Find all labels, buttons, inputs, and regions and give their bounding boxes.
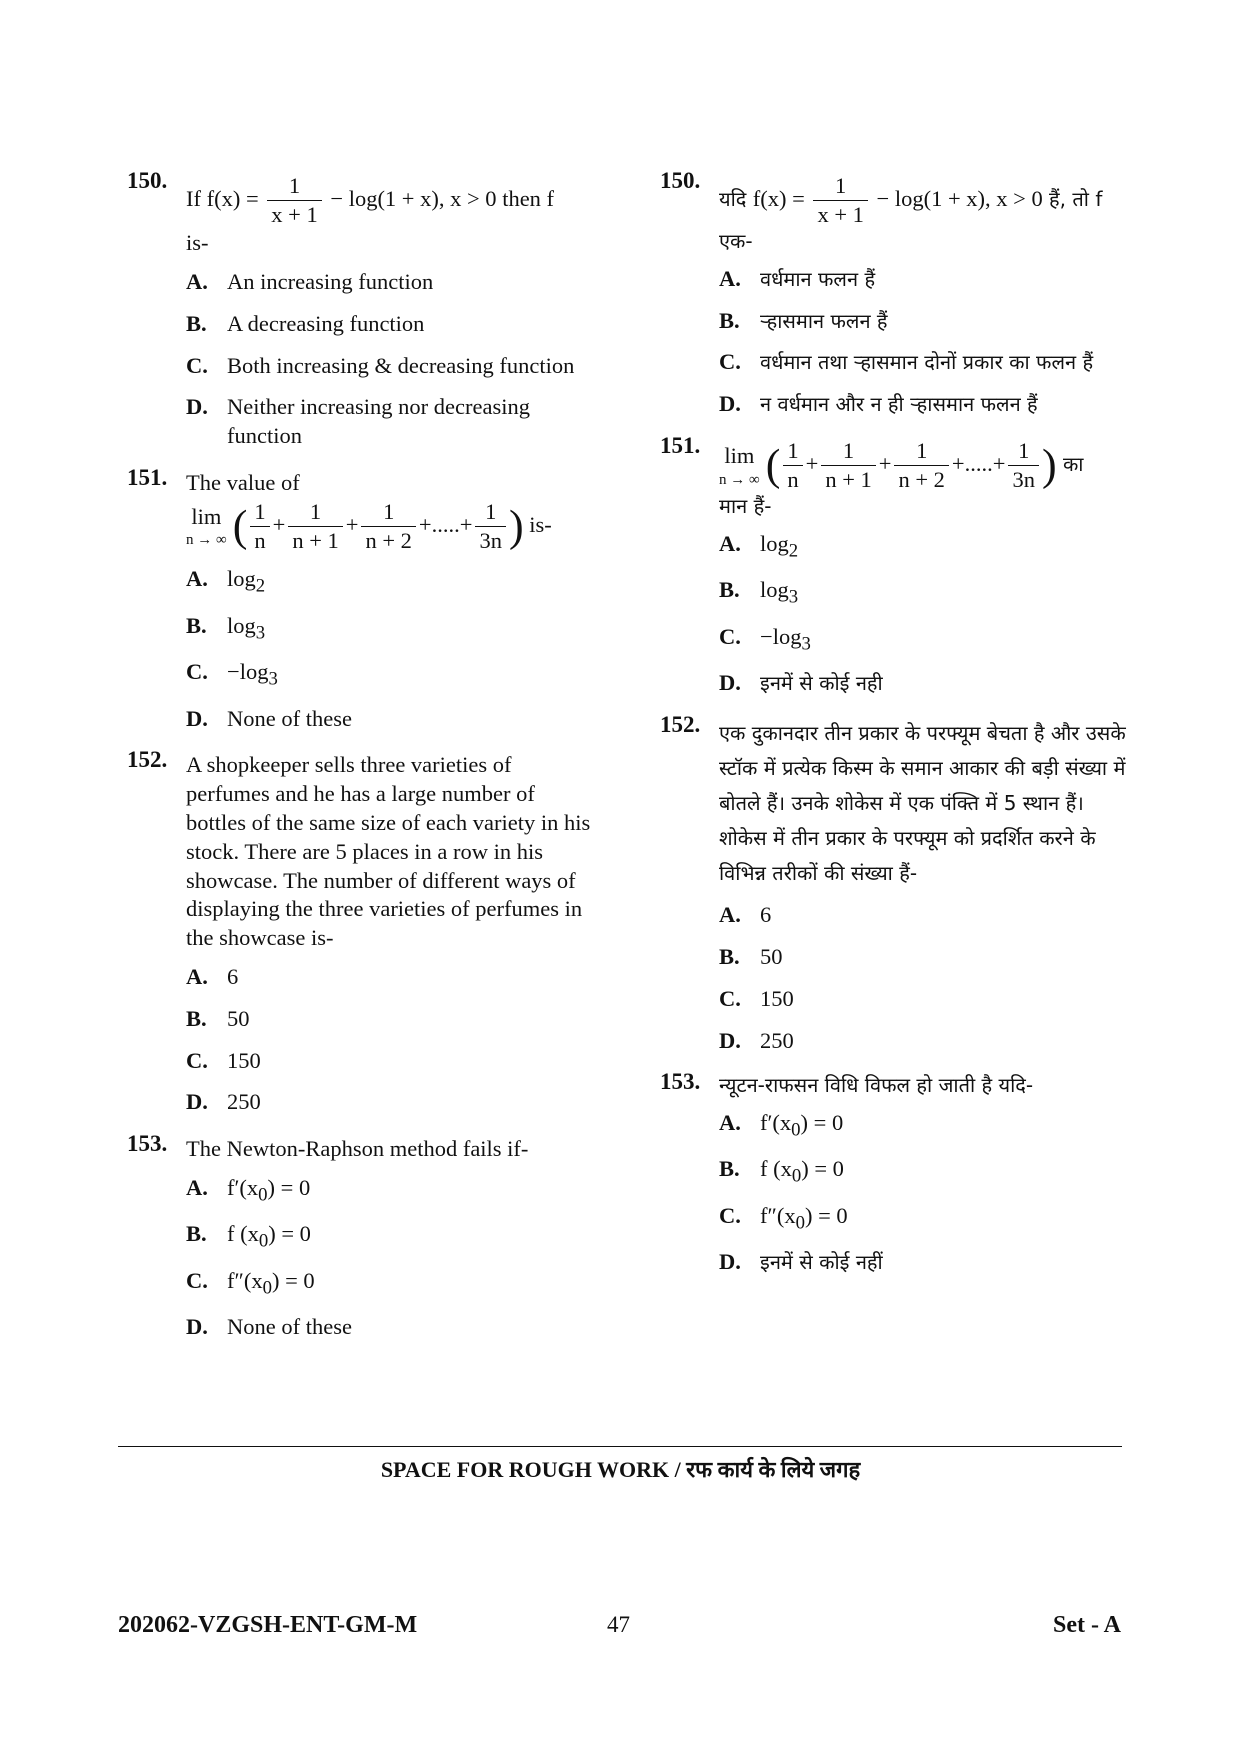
- option-subscript: 3: [788, 586, 799, 608]
- option-letter: C.: [719, 349, 741, 375]
- math-lhs: f(x) =: [752, 185, 811, 211]
- option-text: 50: [760, 943, 783, 969]
- option-text-tail: ) = 0: [268, 1221, 311, 1247]
- question-stem: न्यूटन-राफसन विधि विफल हो जाती है यदि-: [719, 1073, 1034, 1098]
- option-letter: A.: [719, 1109, 741, 1135]
- option-letter: D.: [719, 670, 741, 696]
- stem-text: मान हैं-: [719, 494, 772, 519]
- stem-text: then f: [496, 185, 555, 211]
- option-letter: A.: [186, 963, 208, 989]
- option-a[interactable]: [186, 963, 597, 992]
- fraction: [1008, 437, 1039, 494]
- question-number: 152.: [127, 747, 168, 773]
- option-a[interactable]: [186, 1174, 597, 1208]
- option-letter: A.: [186, 1174, 208, 1200]
- option-c[interactable]: [719, 348, 1130, 377]
- open-paren: (: [232, 501, 248, 551]
- lim-text: lim: [724, 443, 755, 469]
- lim-text: lim: [191, 504, 222, 530]
- option-text: 150: [760, 985, 794, 1011]
- option-text: A decreasing function: [227, 310, 425, 336]
- numerator: 1: [267, 172, 321, 201]
- option-c[interactable]: [186, 1267, 597, 1301]
- option-letter: D.: [719, 1249, 741, 1275]
- option-d[interactable]: [719, 1027, 1130, 1056]
- denominator: x + 1: [271, 202, 318, 228]
- numerator: 1: [361, 498, 415, 527]
- numerator: 1: [783, 437, 802, 466]
- denominator: n: [254, 527, 266, 553]
- option-text: log: [760, 530, 789, 556]
- numerator: 1: [894, 437, 948, 466]
- option-subscript: 0: [262, 1277, 272, 1299]
- fraction: [821, 437, 875, 494]
- option-d[interactable]: [186, 705, 597, 734]
- option-letter: D.: [719, 391, 741, 417]
- option-d[interactable]: [186, 1313, 597, 1342]
- option-letter: B.: [186, 1005, 207, 1031]
- numerator: 1: [1008, 437, 1039, 466]
- option-b[interactable]: [186, 612, 597, 646]
- option-text: f′(x: [227, 1174, 259, 1200]
- numerator: 1: [475, 498, 506, 527]
- stem-text: is-: [186, 230, 209, 256]
- option-letter: A.: [186, 269, 208, 295]
- open-paren: (: [765, 440, 781, 490]
- option-a[interactable]: [719, 901, 1130, 930]
- option-subscript: 0: [791, 1165, 802, 1187]
- option-text: An increasing function: [227, 269, 434, 295]
- option-text: −log: [227, 659, 269, 685]
- rough-work-divider: [118, 1446, 1122, 1447]
- question-number: 150.: [127, 168, 168, 193]
- option-c[interactable]: [719, 985, 1130, 1014]
- question-number: 153.: [660, 1069, 701, 1095]
- option-letter: B.: [186, 310, 207, 336]
- option-c[interactable]: [186, 658, 597, 692]
- question-stem: The Newton-Raphson method fails if-: [186, 1136, 529, 1162]
- stem-text: का: [1056, 451, 1084, 476]
- question-number: 153.: [127, 1131, 168, 1157]
- denominator: n: [787, 467, 799, 493]
- option-b[interactable]: [719, 307, 1130, 336]
- option-letter: C.: [186, 1267, 208, 1293]
- option-text-tail: ) = 0: [271, 1267, 315, 1293]
- option-d[interactable]: [719, 1248, 1130, 1277]
- option-text: वर्धमान फलन हैं: [760, 266, 876, 291]
- option-subscript: 0: [258, 1184, 268, 1206]
- option-c[interactable]: [186, 1047, 597, 1076]
- option-b[interactable]: [186, 1005, 597, 1034]
- stem-text: हैं, तो f: [1042, 186, 1103, 211]
- option-text: 50: [227, 1005, 250, 1031]
- option-text: None of these: [227, 1314, 352, 1340]
- stem-text: यदि: [719, 186, 753, 211]
- denominator: n + 2: [898, 467, 945, 493]
- question-number: 151.: [127, 465, 168, 491]
- stem-text: If: [186, 185, 207, 211]
- option-d[interactable]: [186, 393, 597, 451]
- option-letter: D.: [186, 1314, 208, 1340]
- option-subscript: 0: [258, 1230, 269, 1252]
- option-d[interactable]: [186, 1088, 597, 1117]
- ellipsis-plus: +.....+: [418, 511, 473, 537]
- option-a[interactable]: [719, 1109, 1130, 1143]
- option-text: f′(x: [760, 1109, 792, 1135]
- math-rhs: − log(1 + x), x > 0: [870, 185, 1043, 211]
- math-expression: [206, 173, 497, 228]
- question-151-en: [127, 465, 597, 733]
- option-letter: B.: [186, 612, 207, 638]
- fraction: [250, 498, 269, 555]
- option-b[interactable]: [186, 1220, 597, 1254]
- option-text-tail: ) = 0: [267, 1174, 311, 1200]
- option-text: Both increasing & decreasing function: [227, 352, 575, 378]
- math-lhs: f(x) =: [206, 185, 265, 211]
- limit-operator: [719, 441, 760, 490]
- option-subscript: 2: [788, 540, 799, 562]
- option-c[interactable]: [719, 1202, 1130, 1236]
- option-d[interactable]: [719, 669, 1130, 698]
- denominator: n + 1: [825, 467, 872, 493]
- question-152-hi: [660, 712, 1130, 1055]
- option-a[interactable]: [186, 268, 597, 297]
- fraction: [475, 498, 506, 555]
- option-letter: A.: [719, 265, 741, 291]
- option-text: f″(x: [227, 1267, 263, 1293]
- fraction: [288, 498, 342, 555]
- denominator: n + 2: [365, 527, 412, 553]
- question-153-hi: [660, 1069, 1130, 1277]
- option-letter: A.: [186, 566, 208, 592]
- numerator: 1: [250, 498, 269, 527]
- question-number: 150.: [660, 168, 701, 193]
- option-text: 250: [227, 1089, 261, 1115]
- numerator: 1: [813, 172, 867, 201]
- option-letter: C.: [186, 659, 208, 685]
- limit-expression: lim n → ∞ ( $\frac{1}{n}$ + $\frac{1}{n + 1}$ + $\frac{1}{n + 2}$ +.....+ $\frac{1}{3n}$ ) का: [719, 437, 1130, 494]
- option-a[interactable]: [719, 530, 1130, 564]
- option-letter: C.: [186, 352, 208, 378]
- option-text: f″(x: [760, 1202, 796, 1228]
- option-subscript: 3: [255, 622, 266, 644]
- fraction: [267, 172, 321, 229]
- question-150-hi: [660, 168, 1130, 419]
- question-stem: [186, 172, 597, 258]
- option-letter: C.: [719, 623, 741, 649]
- option-a[interactable]: [186, 565, 597, 599]
- lim-subscript: n → ∞: [186, 532, 227, 549]
- option-text: f (x: [760, 1156, 792, 1182]
- option-letter: B.: [719, 1156, 740, 1182]
- option-text: 6: [227, 963, 239, 989]
- option-subscript: 2: [255, 575, 266, 597]
- option-text: 250: [760, 1027, 794, 1053]
- option-d[interactable]: [719, 390, 1130, 419]
- option-text-tail: ) = 0: [804, 1202, 848, 1228]
- option-b[interactable]: [186, 310, 597, 339]
- question-151-hi: [660, 433, 1130, 698]
- option-text: Neither increasing nor decreasing function: [227, 394, 530, 449]
- lim-subscript: n → ∞: [719, 471, 760, 488]
- option-text: log: [760, 577, 789, 603]
- question-stem: A shopkeeper sells three varieties of perfumes and he has a large number of bottles of the same size of each variety in his stock. There are 5 places in a row in his showcase. The number of different ways of displaying the three varieties of perfumes in the showcase is-: [186, 752, 591, 951]
- option-letter: B.: [719, 943, 740, 969]
- option-text: इनमें से कोई नहीं: [760, 1250, 883, 1275]
- limit-operator: [186, 502, 227, 551]
- option-letter: C.: [186, 1047, 208, 1073]
- fraction: [894, 437, 948, 494]
- close-paren: ): [1041, 440, 1057, 490]
- option-subscript: 3: [268, 668, 278, 690]
- numerator: 1: [288, 498, 342, 527]
- option-c[interactable]: [719, 623, 1130, 657]
- option-subscript: 0: [795, 1212, 805, 1234]
- option-text: −log: [760, 623, 802, 649]
- option-a[interactable]: [719, 265, 1130, 294]
- question-152-en: [127, 747, 597, 1117]
- page-number: 47: [607, 1612, 630, 1637]
- option-b[interactable]: [719, 1155, 1130, 1189]
- option-text: f (x: [227, 1221, 259, 1247]
- option-letter: A.: [719, 530, 741, 556]
- option-text: न वर्धमान और न ही ऱ्हासमान फलन हैं: [760, 392, 1038, 417]
- question-153-en: [127, 1131, 597, 1342]
- option-letter: B.: [719, 577, 740, 603]
- option-text-tail: ) = 0: [800, 1109, 844, 1135]
- option-text: None of these: [227, 705, 352, 731]
- stem-text: The value of: [186, 470, 300, 496]
- denominator: 3n: [1012, 467, 1035, 493]
- option-text: log: [227, 566, 256, 592]
- option-letter: B.: [186, 1221, 207, 1247]
- option-text: इनमें से कोई नही: [760, 671, 883, 696]
- math-rhs: − log(1 + x), x > 0: [324, 185, 497, 211]
- option-text: 6: [760, 902, 772, 928]
- question-number: 151.: [660, 433, 701, 459]
- option-subscript: 0: [791, 1119, 801, 1141]
- option-letter: A.: [719, 902, 741, 928]
- denominator: x + 1: [817, 202, 864, 228]
- rough-work-heading: SPACE FOR ROUGH WORK / रफ कार्य के लिये जगह: [380, 1457, 861, 1482]
- option-letter: D.: [186, 394, 208, 420]
- question-stem: [719, 437, 1130, 520]
- option-b[interactable]: [719, 943, 1130, 972]
- question-stem: [719, 172, 1130, 255]
- option-c[interactable]: [186, 352, 597, 381]
- hindi-column: [660, 168, 1130, 1295]
- option-letter: C.: [719, 1202, 741, 1228]
- close-paren: ): [508, 501, 524, 551]
- option-letter: B.: [719, 307, 740, 333]
- option-letter: D.: [186, 1089, 208, 1115]
- question-stem: एक दुकानदार तीन प्रकार के परफ्यूम बेचता है और उसके स्टॉक में प्रत्येक किस्म के समान आकार की बड़ी संख्या में बोतले हैं। उनके शोकेस में एक पंक्ति में 5 स्थान हैं। शोकेस में तीन प्रकार के परफ्यूम को प्रदर्शित करने के विभिन्न तरीकों की संख्या हैं-: [719, 721, 1126, 886]
- option-subscript: 3: [801, 633, 811, 655]
- math-expression: [752, 173, 1043, 228]
- option-letter: D.: [186, 705, 208, 731]
- fraction: [783, 437, 802, 494]
- question-stem: [186, 469, 597, 555]
- stem-text: एक-: [719, 229, 753, 254]
- option-letter: C.: [719, 985, 741, 1011]
- denominator: n + 1: [292, 527, 339, 553]
- option-text: log: [227, 612, 256, 638]
- denominator: 3n: [479, 527, 502, 553]
- fraction: [361, 498, 415, 555]
- english-column: [127, 168, 597, 1360]
- option-b[interactable]: [719, 576, 1130, 610]
- numerator: 1: [821, 437, 875, 466]
- question-150-en: [127, 168, 597, 451]
- set-label: Set - A: [1053, 1612, 1121, 1638]
- paper-code: 202062-VZGSH-ENT-GM-M: [118, 1612, 418, 1638]
- option-letter: D.: [719, 1027, 741, 1053]
- question-number: 152.: [660, 712, 701, 738]
- stem-text: is-: [523, 511, 552, 537]
- option-text: ऱ्हासमान फलन हैं: [760, 308, 888, 333]
- limit-expression: lim n → ∞ ( $\frac{1}{n}$ + $\frac{1}{n + 1}$ + $\frac{1}{n + 2}$ +.....+ $\frac{1}{3n}$ ) is-: [186, 498, 597, 555]
- option-text: वर्धमान तथा ऱ्हासमान दोनों प्रकार का फलन हैं: [760, 350, 1094, 375]
- option-text-tail: ) = 0: [801, 1156, 844, 1182]
- option-text: 150: [227, 1047, 261, 1073]
- ellipsis-plus: +.....+: [951, 450, 1006, 476]
- fraction: [813, 172, 867, 229]
